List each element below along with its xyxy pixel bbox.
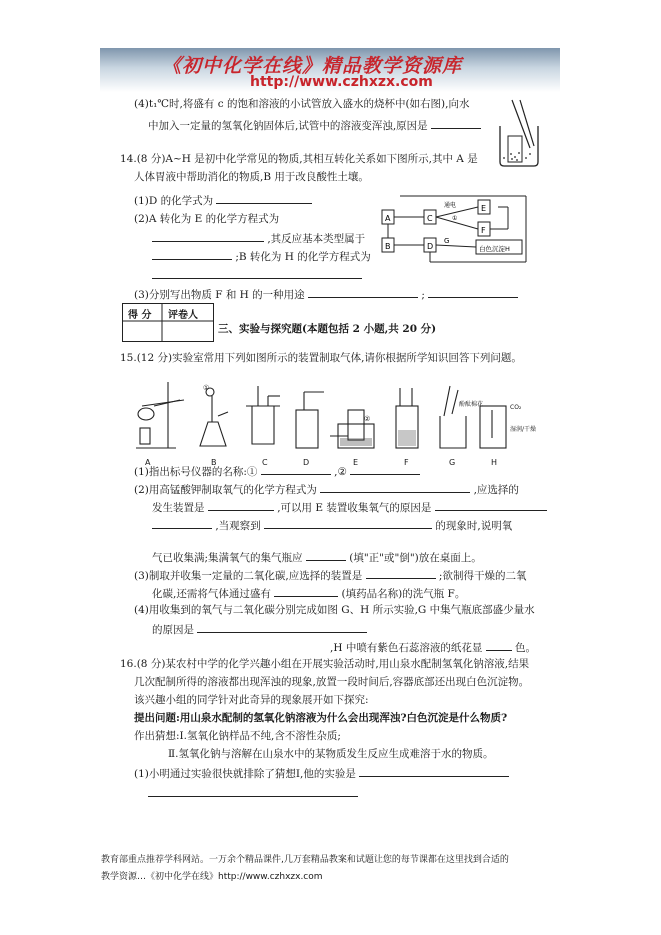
q15-sub3a — [134, 568, 526, 583]
q15-sub4c-text: ,H 中喷有紫色石蕊溶液的纸花显 — [330, 642, 483, 654]
q15-sub2c-text: 发生装置是 — [152, 502, 205, 514]
answer-blank[interactable] — [359, 766, 509, 777]
answer-blank[interactable] — [486, 640, 512, 651]
answer-blank[interactable] — [152, 249, 232, 260]
q15-sub1b-text: ,② — [334, 466, 347, 478]
node-f: F — [481, 226, 486, 235]
q15-sub2d-text: ,可以用 E 装置收集氧气的原因是 — [277, 502, 432, 514]
label-circled-2: ② — [364, 415, 371, 423]
q14-sub3-text: (3)分别写出物质 F 和 H 的一种用途 — [134, 289, 305, 301]
q14-sub2b — [152, 231, 365, 246]
grader-cell: 评卷人 — [168, 310, 198, 321]
answer-blank[interactable] — [435, 500, 547, 511]
q14-sub1 — [134, 193, 312, 208]
arrow-label-circled1: ① — [452, 215, 458, 222]
answer-blank[interactable] — [208, 500, 274, 511]
label-circled-1: ① — [203, 384, 210, 392]
q15-apparatus-figure — [128, 376, 508, 458]
q15-sub2g-text: 气已收集满;集满氧气的集气瓶应 — [152, 552, 303, 564]
q15-sub2b-text: ,应选择的 — [473, 484, 519, 496]
header-banner — [100, 48, 560, 92]
label-h-bottom: 湿润/干燥 — [510, 426, 537, 433]
label-h-co2: CO₂ — [510, 404, 522, 411]
q14-sub2c-text: ;B 转化为 H 的化学方程式为 — [235, 251, 371, 263]
label-d: D — [303, 458, 310, 467]
label-b: B — [211, 458, 217, 467]
node-e: E — [481, 204, 487, 213]
q15-sub2e-text: ,当观察到 — [215, 520, 261, 532]
label-a: A — [145, 458, 151, 467]
q15-sub3a-text: (3)制取并收集一定量的二氧化碳,应选择的装置是 — [134, 570, 363, 582]
node-b: B — [385, 242, 391, 251]
answer-blank[interactable] — [152, 231, 264, 242]
footer-line2[interactable]: 教学资源…《初中化学在线》http://www.czhxzx.com — [101, 872, 323, 882]
answer-blank[interactable] — [431, 118, 481, 129]
q14-sub2c — [152, 249, 371, 264]
answer-blank[interactable] — [261, 464, 331, 475]
q15-sub1 — [134, 464, 420, 479]
q14-sub2d — [152, 268, 362, 283]
q15-sub3d-text: (填药品名称)的洗气瓶 F。 — [341, 588, 466, 600]
q15-sub3b-text: ;欲制得干燥的二氧 — [438, 570, 527, 582]
score-cell: 得 分 — [128, 310, 152, 321]
answer-blank[interactable] — [306, 550, 346, 561]
section3-title: 三、实验与探究题(本题包括 2 小题,共 20 分) — [218, 323, 437, 335]
q16-hyp1: 作出猜想:Ⅰ.氢氧化钠样品不纯,含不溶性杂质; — [134, 730, 341, 742]
answer-blank[interactable] — [264, 518, 432, 529]
q16-question: 提出问题:用山泉水配制的氢氧化钠溶液为什么会出现浑浊?白色沉淀是什么物质? — [134, 712, 508, 724]
q14-sub1-text: (1)D 的化学式为 — [134, 195, 214, 207]
label-h: H — [491, 458, 498, 467]
q15-sub4c — [330, 640, 536, 655]
q13-4-line1: (4)t₁℃时,将盛有 c 的饱和溶液的小试管放入盛水的烧杯中(如右图),向水 — [134, 98, 470, 110]
answer-blank[interactable] — [148, 786, 358, 797]
banner-url[interactable]: http://www.czhxzx.com — [250, 74, 433, 90]
node-g: G — [444, 237, 450, 245]
q16-sub1 — [134, 766, 509, 781]
q16-line2: 几次配制所得的溶液都出现浑浊的现象,放置一段时间后,容器底部还出现白色沉淀物。 — [134, 676, 530, 688]
q15-sub3c-text: 化碳,还需将气体通过盛有 — [152, 588, 271, 600]
q16-sub1-cont — [148, 786, 358, 801]
answer-blank[interactable] — [366, 568, 436, 579]
answer-blank[interactable] — [308, 287, 418, 298]
answer-blank[interactable] — [320, 482, 470, 493]
banner-title: 《初中化学在线》精品教学资源库 — [162, 55, 463, 77]
q14-sub2a: (2)A 转化为 E 的化学方程式为 — [134, 213, 280, 225]
q13-4-line2 — [148, 118, 481, 133]
arrow-label-tongdian: 通电 — [444, 202, 457, 209]
footer-line1: 教育部重点推荐学科网站。一万余个精品课件,几万套精品教案和试题让您的每节课都在这里找到合适的 — [101, 855, 509, 865]
label-g-note: 酚酞棉花 — [459, 401, 484, 408]
q16-line1: 16.(8 分)某农村中学的化学兴趣小组在开展实验活动时,用山泉水配制氢氧化钠溶液,结果 — [120, 658, 530, 670]
q14-sub2b-text: ,其反应基本类型属于 — [267, 233, 366, 245]
answer-blank[interactable] — [152, 518, 212, 529]
q15-sub2h-text: (填"正"或"倒")放在桌面上。 — [349, 552, 482, 564]
q15-sub2e — [152, 518, 512, 533]
q16-hyp2: Ⅱ.氢氧化钠与溶解在山泉水中的某物质发生反应生成难溶于水的物质。 — [168, 748, 494, 760]
label-e: E — [353, 458, 359, 467]
node-d: D — [427, 242, 434, 251]
q15-sub4d-text: 色。 — [515, 642, 537, 654]
label-g: G — [449, 458, 456, 467]
q16-line3: 该兴趣小组的同学针对此奇异的现象展开如下探究: — [134, 694, 369, 706]
q14-relationship-diagram — [380, 194, 530, 266]
answer-blank[interactable] — [274, 586, 338, 597]
answer-blank[interactable] — [350, 464, 420, 475]
q15-sub4a: (4)用收集到的氧气与二氧化碳分别完成如图 G、H 所示实验,G 中集气瓶底部盛少量水 — [134, 604, 535, 616]
q16-sub1-text: (1)小明通过实验很快就排除了猜想Ⅰ,他的实验是 — [134, 768, 356, 780]
answer-blank[interactable] — [152, 268, 362, 279]
answer-blank[interactable] — [216, 193, 312, 204]
node-c: C — [427, 214, 433, 223]
beaker-figure — [494, 96, 546, 170]
answer-blank[interactable] — [197, 622, 367, 633]
q15-sub2f-text: 的现象时,说明氧 — [435, 520, 513, 532]
q15-line1: 15.(12 分)实验室常用下列如图所示的装置制取气体,请你根据所学知识回答下列问题。 — [120, 352, 522, 364]
answer-blank[interactable] — [428, 287, 518, 298]
q15-sub2g — [152, 550, 482, 565]
q14-sub3: (3)分别写出物质 F 和 H 的一种用途 ; — [134, 287, 518, 302]
label-f: F — [404, 458, 409, 467]
node-a: A — [385, 214, 391, 223]
node-h: 白色沉淀H — [479, 245, 510, 253]
q14-line1: 14.(8 分)A~H 是初中化学常见的物质,其相互转化关系如下图所示,其中 A 是 — [120, 153, 478, 165]
q15-sub2a-text: (2)用高锰酸钾制取氧气的化学方程式为 — [134, 484, 317, 496]
q15-sub4b-text: 的原因是 — [152, 624, 194, 636]
label-c: C — [262, 458, 268, 467]
q15-sub1-text: (1)指出标号仪器的名称:① — [134, 466, 258, 478]
q14-line2: 人体胃液中帮助消化的物质,B 用于改良酸性土壤。 — [134, 171, 369, 183]
q15-sub3c — [152, 586, 465, 601]
q15-sub2c — [152, 500, 547, 515]
q13-4-line2-text: 中加入一定量的氢氧化钠固体后,试管中的溶液变浑浊,原因是 — [148, 120, 428, 132]
q15-sub2a — [134, 482, 519, 497]
q15-sub4b — [152, 622, 367, 637]
